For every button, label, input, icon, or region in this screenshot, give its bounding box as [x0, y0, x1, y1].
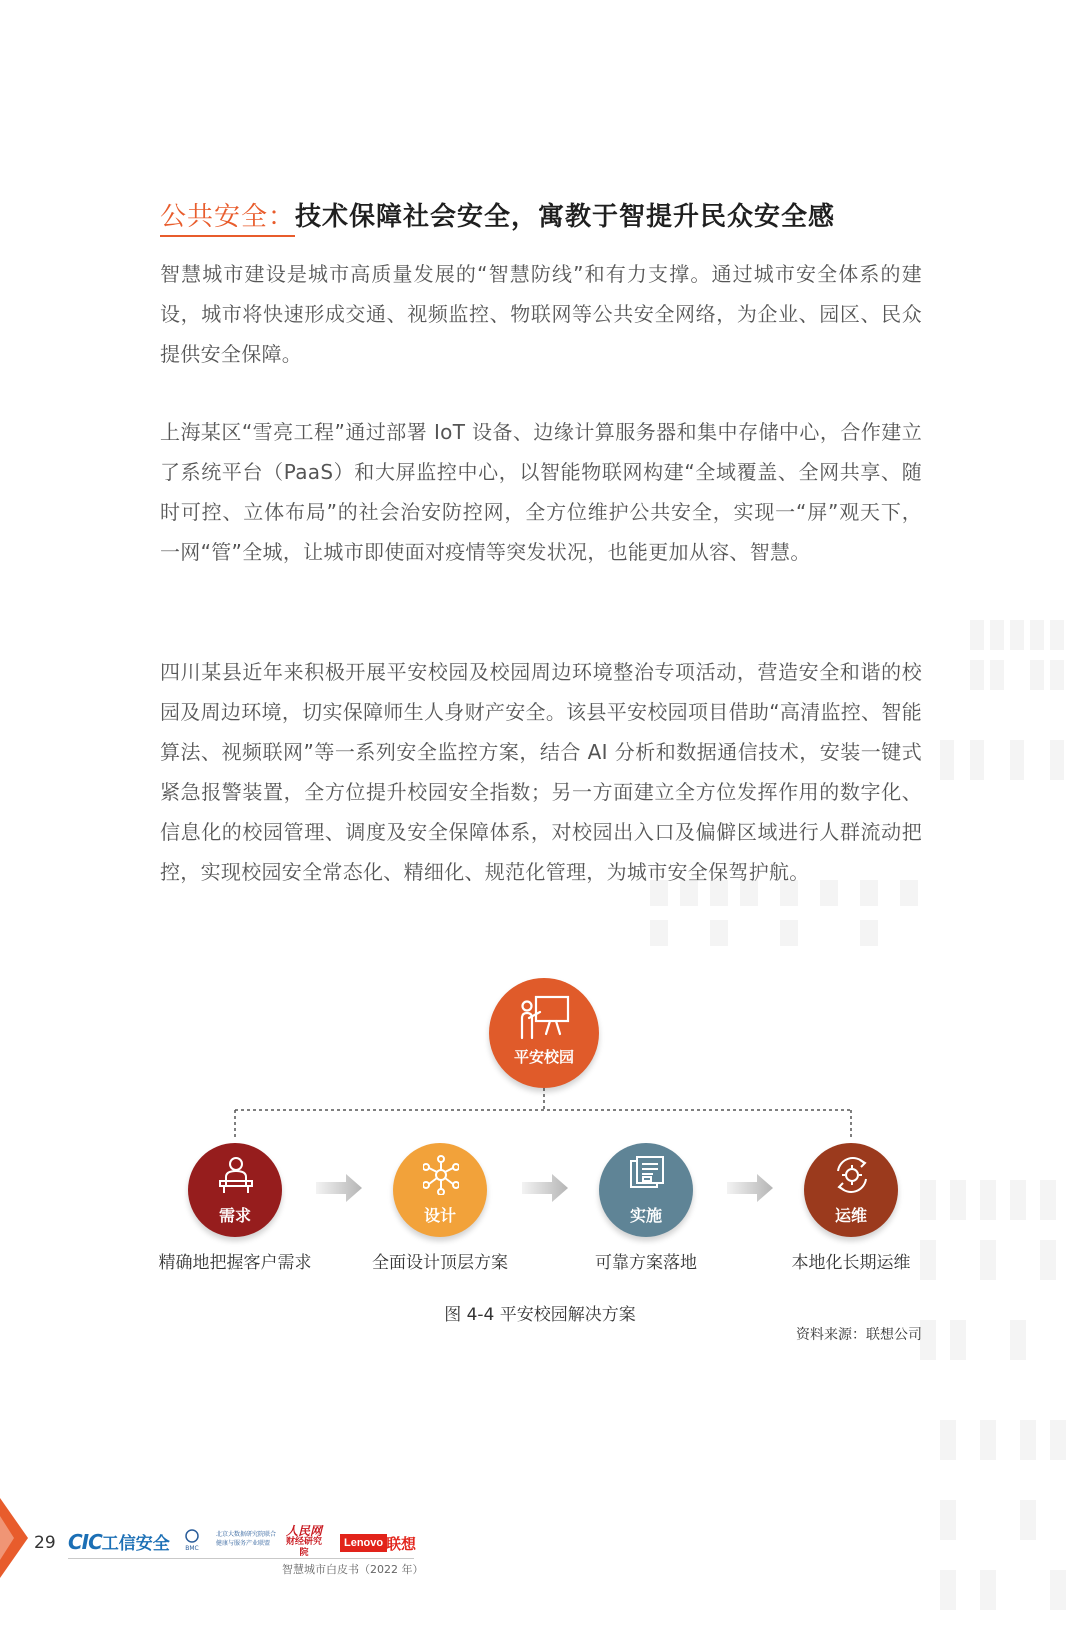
- step-arrow-3: [727, 1172, 773, 1204]
- cic-logo-text: CIC: [68, 1530, 102, 1554]
- page-number: 29: [34, 1533, 56, 1553]
- section-heading-main: 技术保障社会安全，寓教于智提升民众安全感: [295, 202, 836, 232]
- teacher-presentation-icon: [516, 994, 572, 1042]
- step-label-operations: 运维: [834, 1206, 867, 1225]
- step-circle-requirement: [188, 1143, 282, 1237]
- network-nodes-icon: [423, 1155, 459, 1195]
- people-daily-logo-bottom: 财经研究院: [285, 1537, 322, 1558]
- people-daily-logo-top: 人民网: [285, 1524, 322, 1538]
- lenovo-logo: Lenovo: [340, 1534, 387, 1552]
- hub-circle-safe-campus: [489, 978, 599, 1088]
- bmc-logo-mark: [182, 1528, 202, 1552]
- step-circle-operations: [804, 1143, 898, 1237]
- gear-cycle-icon: [834, 1155, 870, 1195]
- paragraph-1: 智慧城市建设是城市高质量发展的“智慧防线”和有力支撑。通过城市安全体系的建设，城市将快速形成交通、视频监控、物联网等公共安全网络，为企业、园区、民众提供安全保障。: [160, 262, 922, 366]
- research-alliance-logo: 北京大数据研究院联合健康与服务产业联盟: [216, 1531, 277, 1547]
- step-desc-operations: 本地化长期运维: [791, 1253, 911, 1273]
- footer-doc-title: 智慧城市白皮书（2022 年）: [282, 1563, 424, 1576]
- figure-caption: 图 4-4 平安校园解决方案: [444, 1305, 636, 1325]
- footer-divider: [68, 1558, 414, 1559]
- bmc-logo-text: BMC: [185, 1545, 199, 1552]
- person-at-desk-icon: [218, 1155, 254, 1195]
- step-circle-implementation: [599, 1143, 693, 1237]
- lenovo-logo-cn: 联想: [386, 1535, 417, 1553]
- cic-logo-cn: 工信安全: [101, 1534, 170, 1554]
- document-screen-icon: [629, 1155, 665, 1195]
- cic-logo: [68, 1529, 170, 1554]
- step-circle-design: [393, 1143, 487, 1237]
- step-label-requirement: 需求: [218, 1206, 251, 1225]
- step-label-design: 设计: [423, 1206, 456, 1225]
- section-heading: [160, 196, 960, 233]
- step-label-implementation: 实施: [629, 1206, 662, 1225]
- hub-label: 平安校园: [513, 1048, 574, 1066]
- people-daily-finance-logo: [282, 1526, 326, 1559]
- paragraph-3: 四川某县近年来积极开展平安校园及校园周边环境整治专项活动，营造安全和谐的校园及周边环境，切实保障师生人身财产安全。该县平安校园项目借助“高清监控、智能算法、视频联网”等一系列安全监控方案，结合 AI 分析和数据通信技术，安装一键式紧急报警装置，全方位提升校园安全指数；另一方面建立全方位发挥作用的数字化、信息化的校园管理、调度及安全保障体系，对校园出入口及偏僻区域进行人群流动把控，实现校园安全常态化、精细化、规范化管理，为城市安全保驾护航。: [160, 660, 922, 884]
- figure-source: 资料来源：联想公司: [796, 1327, 922, 1343]
- step-desc-implementation: 可靠方案落地: [595, 1253, 697, 1273]
- section-heading-accent: 公共安全：: [160, 202, 295, 237]
- step-desc-requirement: 精确地把握客户需求: [158, 1253, 312, 1273]
- step-arrow-1: [316, 1172, 362, 1204]
- paragraph-2: 上海某区“雪亮工程”通过部署 IoT 设备、边缘计算服务器和集中存储中心，合作建立了系统平台（PaaS）和大屏监控中心，以智能物联网构建“全域覆盖、全网共享、随时可控、立体布局”的社会治安防控网，全方位维护公共安全，实现一“屏”观天下，一网“管”全城，让城市即使面对疫情等突发状况，也能更加从容、智慧。: [160, 420, 922, 564]
- step-desc-design: 全面设计顶层方案: [372, 1253, 508, 1273]
- page-corner-tab: [0, 1498, 30, 1578]
- step-arrow-2: [522, 1172, 568, 1204]
